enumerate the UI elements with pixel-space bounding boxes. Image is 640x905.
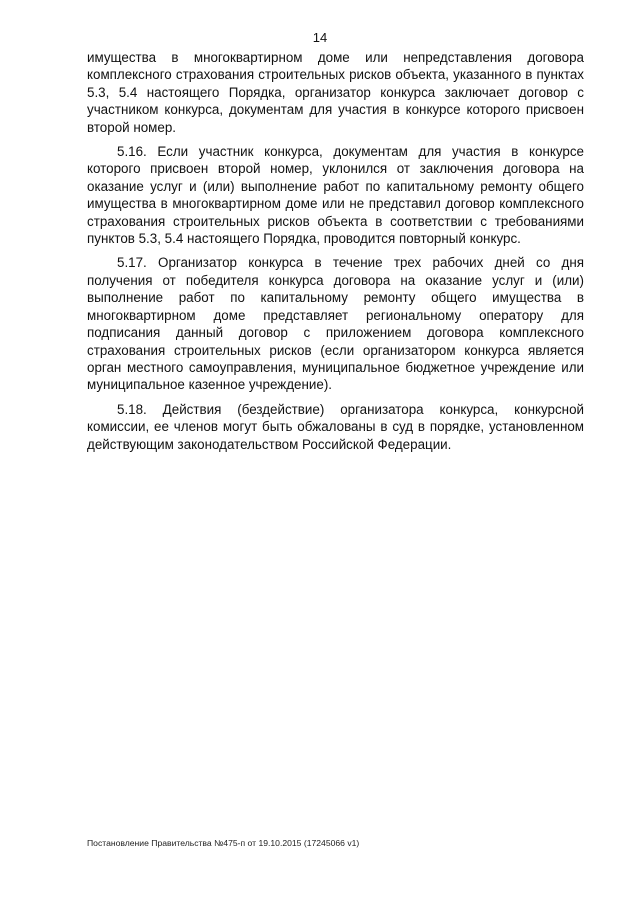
paragraph-5-17: 5.17. Организатор конкурса в течение трех рабочих дней со дня получения от победителя конкурса договора на оказание услуг и (или) выполнение работ по капитальному ремонту общего имущества в многоквартирном доме представляет региональному оператору для подписания данный договор с приложением договора комплексного страхования строительных рисков (если организатором конкурса является орган местного самоуправления, муниципальное бюджетное учреждение или муниципальное казенное учреждение). (87, 255, 584, 393)
document-body (87, 49, 584, 460)
document-footer: Постановление Правительства №475-п от 19.10.2015 (17245066 v1) (87, 838, 360, 848)
paragraph-5-18: 5.18. Действия (бездействие) организатора конкурса, конкурсной комиссии, ее членов могут быть обжалованы в суд в порядке, установленном действующим законодательством Российской Федерации. (87, 401, 584, 452)
paragraph-continuation: имущества в многоквартирном доме или непредставления договора комплексного страхования строительных рисков объекта, указанного в пунктах 5.3, 5.4 настоящего Порядка, организатор конкурса заключает договор с участником конкурса, документам для участия в конкурсе которого присвоен второй номер. (87, 50, 584, 135)
page-number: 14 (312, 30, 328, 45)
paragraph-5-16: 5.16. Если участник конкурса, документам для участия в конкурсе которого присвоен второй номер, уклонился от заключения договора на оказание услуг и (или) выполнение работ по капитальному ремонту общего имущества в многоквартирном доме или не представил договор комплексного страхования строительных рисков объекта в соответствии с требованиями пунктов 5.3, 5.4 настоящего Порядка, проводится повторный конкурс. (87, 144, 584, 247)
